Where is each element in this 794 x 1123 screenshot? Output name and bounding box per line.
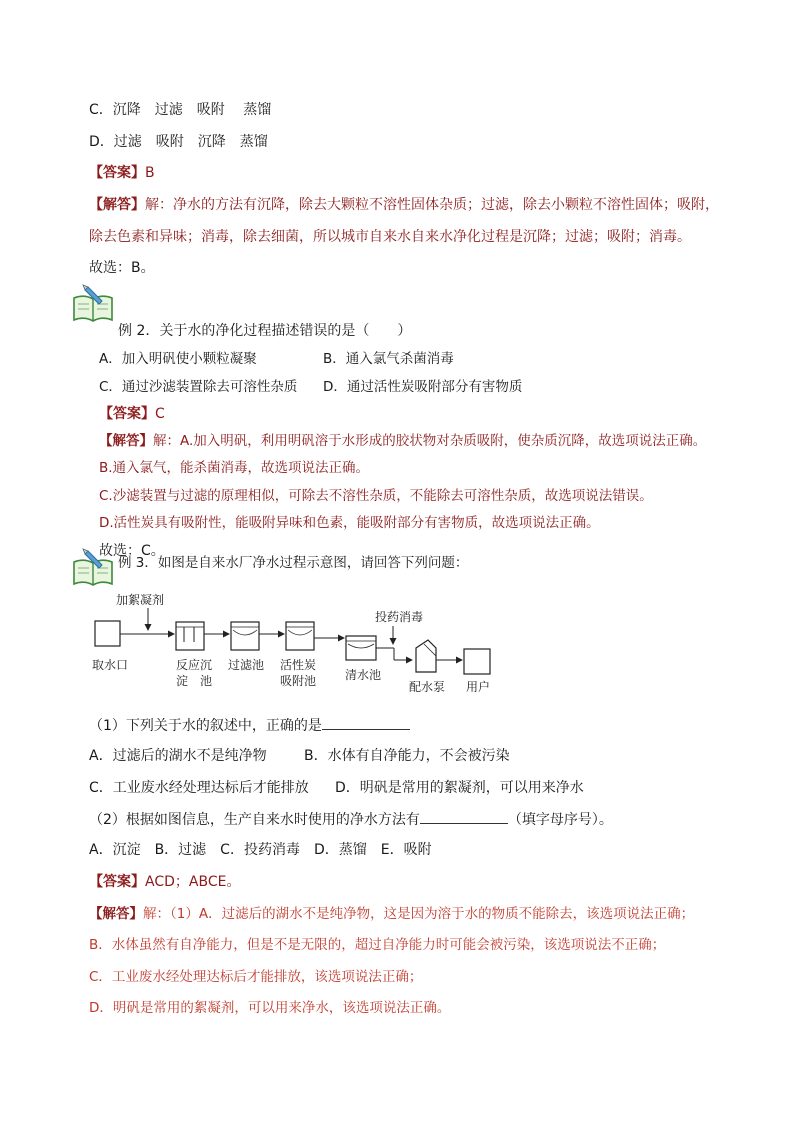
ex3-q1 — [89, 715, 410, 736]
pump-label: 配水泵 — [409, 680, 446, 694]
answer-tag: 【答案】 — [99, 406, 155, 422]
dosing-label: 投药消毒 — [375, 610, 424, 624]
answer-value: B — [145, 165, 155, 181]
reaction-tank — [176, 622, 204, 650]
ex3-q1-option-d: D．明矾是常用的絮凝剂，可以用来净水 — [335, 780, 584, 796]
intake-label: 取水口 — [92, 658, 129, 672]
explain-text: 解：（1）A．过滤后的湖水不是纯净物，这是因为溶于水的物质不能除去，该选项说法正确； — [143, 906, 695, 922]
question-text: （1）下列关于水的叙述中，正确的是 — [89, 718, 322, 734]
ex3-q1-option-c: C．工业废水经处理达标后才能排放 — [89, 780, 309, 796]
reaction-label-1: 反应沉 — [176, 658, 213, 672]
explain-text: 解：净水的方法有沉降，除去大颗粒不溶性固体杂质；过滤，除去小颗粒不溶性固体；吸附， — [145, 197, 719, 213]
answer-blank — [322, 715, 410, 730]
answer-blank — [420, 809, 508, 824]
ex2-explain-line-2: B.通入氯气，能杀菌消毒，故选项说法正确。 — [99, 460, 370, 476]
q1-conclusion: 故选：B。 — [89, 260, 155, 276]
ex2-title: 例 2．关于水的净化过程描述错误的是（ ） — [118, 323, 412, 339]
q1-explain-line-2: 除去色素和异味；消毒，除去细菌，所以城市自来水自来水净化过程是沉降；过滤；吸附；消毒。 — [89, 229, 691, 245]
ex2-option-a: A．加入明矾使小颗粒凝聚 — [99, 351, 257, 367]
example-book-pencil-icon — [72, 548, 114, 586]
ex3-q2-options: A．沉淀 B．过滤 C．投药消毒 D．蒸馏 E．吸附 — [89, 842, 432, 858]
ex2-explain-line-4: D.活性炭具有吸附性，能吸附异味和色素，能吸附部分有害物质，故选项说法正确。 — [99, 515, 600, 531]
answer-value: ACD；ABCE。 — [145, 874, 241, 890]
ex3-title: 例 3．如图是自来水厂净水过程示意图，请回答下列问题： — [118, 555, 469, 571]
ex3-explain-line-1 — [89, 904, 694, 924]
explain-tag: 【解答】 — [89, 197, 145, 213]
explain-text: 解：A.加入明矾，利用明矾溶于水形成的胶状物对杂质吸附，使杂质沉降，故选项说法正确。 — [153, 433, 707, 449]
intake-box — [95, 621, 120, 646]
carbon-label-2: 吸附池 — [280, 674, 317, 688]
water-treatment-diagram — [88, 588, 508, 703]
ex3-explain-line-2: B．水体虽然有自净能力，但是不是无限的，超过自净能力时可能会被污染，该选项说法不正确； — [89, 937, 666, 953]
ex2-conclusion: 故选：C。 — [99, 543, 165, 559]
coagulant-label: 加絮凝剂 — [116, 593, 165, 607]
example-book-pencil-icon — [72, 284, 114, 322]
pump-icon — [416, 640, 436, 672]
ex2-explain-line-3: C.沙滤装置与过滤的原理相似，可除去不溶性杂质，不能除去可溶性杂质，故选项说法错误。 — [99, 488, 653, 504]
clear-water-tank — [346, 636, 376, 660]
ex3-explain-line-4: D．明矾是常用的絮凝剂，可以用来净水，该选项说法正确。 — [89, 1000, 451, 1016]
ex3-answer — [89, 872, 240, 892]
ex2-option-b: B．通入氯气杀菌消毒 — [323, 351, 454, 367]
user-label: 用户 — [466, 680, 491, 694]
answer-tag: 【答案】 — [89, 874, 145, 890]
ex2-answer — [99, 404, 165, 424]
ex3-explain-line-3: C．工业废水经处理达标后才能排放，该选项说法正确； — [89, 969, 423, 985]
ex3-q1-option-a: A．过滤后的湖水不是纯净物 — [89, 748, 267, 764]
q1-answer — [89, 163, 155, 183]
q1-explain-line-1 — [89, 195, 719, 215]
carbon-label-1: 活性炭 — [280, 658, 317, 672]
reaction-label-2: 淀 池 — [176, 674, 213, 688]
filter-label: 过滤池 — [228, 658, 265, 672]
ex3-q1-option-b: B．水体有自净能力，不会被污染 — [304, 748, 510, 764]
filter-tank — [231, 622, 259, 650]
ex2-option-c: C．通过沙滤装置除去可溶性杂质 — [99, 379, 298, 395]
answer-value: C — [155, 406, 165, 422]
user-box — [464, 649, 490, 674]
ex2-option-d: D．通过活性炭吸附部分有害物质 — [323, 379, 523, 395]
ex2-explain-line-1 — [99, 431, 706, 451]
ex3-q2 — [89, 809, 613, 830]
answer-tag: 【答案】 — [89, 165, 145, 181]
q1-option-c: C．沉降 过滤 吸附 蒸馏 — [89, 102, 272, 118]
explain-tag: 【解答】 — [89, 906, 143, 922]
explain-tag: 【解答】 — [99, 433, 153, 449]
question-suffix: （填字母序号）。 — [507, 812, 613, 828]
q1-option-d: D．过滤 吸附 沉降 蒸馏 — [89, 134, 268, 150]
question-text: （2）根据如图信息，生产自来水时使用的净水方法有 — [89, 812, 420, 828]
clear-water-label: 清水池 — [345, 668, 382, 682]
carbon-tank — [286, 622, 314, 650]
